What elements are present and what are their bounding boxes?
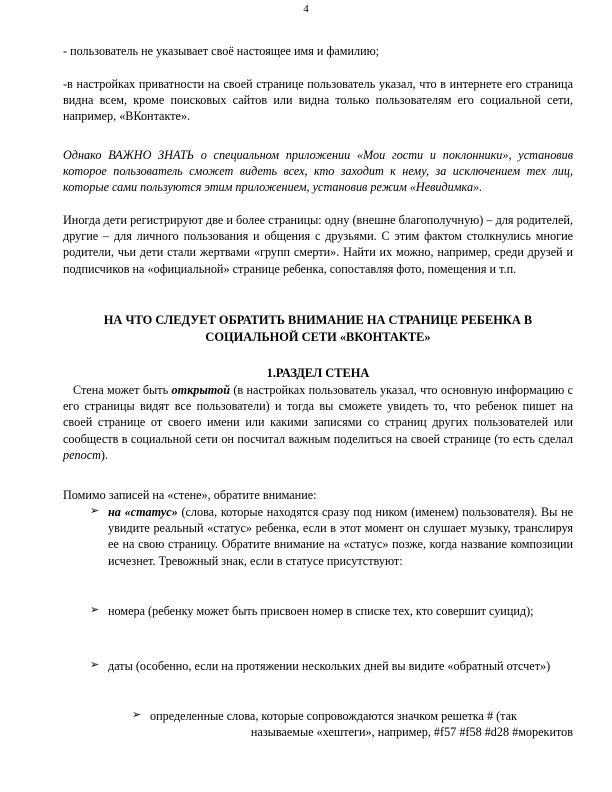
- hashtags-item-continued: [150, 724, 573, 740]
- page-number: 4: [303, 3, 309, 15]
- bullet-arrow-icon: ➢: [90, 604, 100, 616]
- wall-suffix: ).: [100, 447, 109, 462]
- status-text: (слова, которые находятся сразу под ником (именем) пользователя). Вы не увидите реальный «статус» ребенка, если в этот момент он слушает музыку, транслируя ее на свою страницу. Обратите внимание на «статус» позже, когда название композиции исчезнет. Тревожный знак, если в статусе присутствуют:: [108, 505, 573, 568]
- wall-repost: репост: [63, 447, 101, 462]
- wall-middle: (в настройках пользователь указал, что основную информацию с его страницы видят все пользователи) и тогда вы сможете увидеть то, что ребенок пишет на своей странице от своего имени или какими записями со страниц других пользователей или сообществ в социальной сети он посчитал важным поделиться на своей странице (то есть сделал: [63, 383, 573, 446]
- bullet-arrow-icon: ➢: [90, 659, 100, 671]
- multiple-pages-paragraph: Иногда дети регистрируют две и более страницы: одну (внешне благополучную) – для родителей, другие – для личного пользования и общения с друзьями. С этим фактом столкнулись многие родители, чьи дети стали жертвами «групп смерти». Найти их можно, например, среди друзей и подписчиков на «официальной» странице ребенка, сопоставляя фото, помещения и т.п.: [63, 213, 573, 276]
- section-heading: 1.РАЗДЕЛ СТЕНА: [266, 366, 370, 380]
- hashtags-line-1: определенные слова, которые сопровождаются значком решетка # (так: [150, 709, 517, 723]
- important-note: Однако ВАЖНО ЗНАТЬ о специальном приложении «Мои гости и поклонники», установив которое пользователь сможет видеть всех, кто заходит к нему, за исключением тех лиц, которые сами пользуются этим приложением, установив режим «Невидимка».: [63, 148, 573, 195]
- status-label: на «статус»: [108, 505, 178, 519]
- bullet-arrow-icon: ➢: [132, 709, 142, 721]
- numbers-item: номера (ребенку может быть присвоен номер в списке тех, кто совершит суицид);: [108, 604, 534, 618]
- wall-paragraph: [63, 382, 573, 463]
- wall-open-emphasis: открытой: [171, 383, 230, 397]
- attention-intro: Помимо записей на «стене», обратите внимание:: [63, 488, 317, 502]
- status-item: [108, 504, 573, 569]
- main-heading: НА ЧТО СЛЕДУЕТ ОБРАТИТЬ ВНИМАНИЕ НА СТРАНИЦЕ РЕБЕНКА В СОЦИАЛЬНОЙ СЕТИ «ВКОНТАКТЕ»: [103, 313, 533, 344]
- intro-item-real-name: - пользователь не указывает своё настоящее имя и фамилию;: [63, 44, 380, 58]
- hashtags-item: [150, 708, 573, 724]
- bullet-arrow-icon: ➢: [90, 505, 100, 517]
- hashtags-line-2: называемые «хештеги», например, #f57 #f58 #d28 #морекитов: [250, 725, 573, 739]
- wall-prefix: Стена может быть: [73, 383, 172, 397]
- intro-item-privacy: -в настройках приватности на своей странице пользователь указал, что в интернете его страница видна всем, кроме поисковых сайтов или видна только пользователям его социальной сети, например, «ВКонтакте».: [63, 77, 573, 124]
- dates-item: даты (особенно, если на протяжении нескольких дней вы видите «обратный отсчет»): [108, 659, 551, 673]
